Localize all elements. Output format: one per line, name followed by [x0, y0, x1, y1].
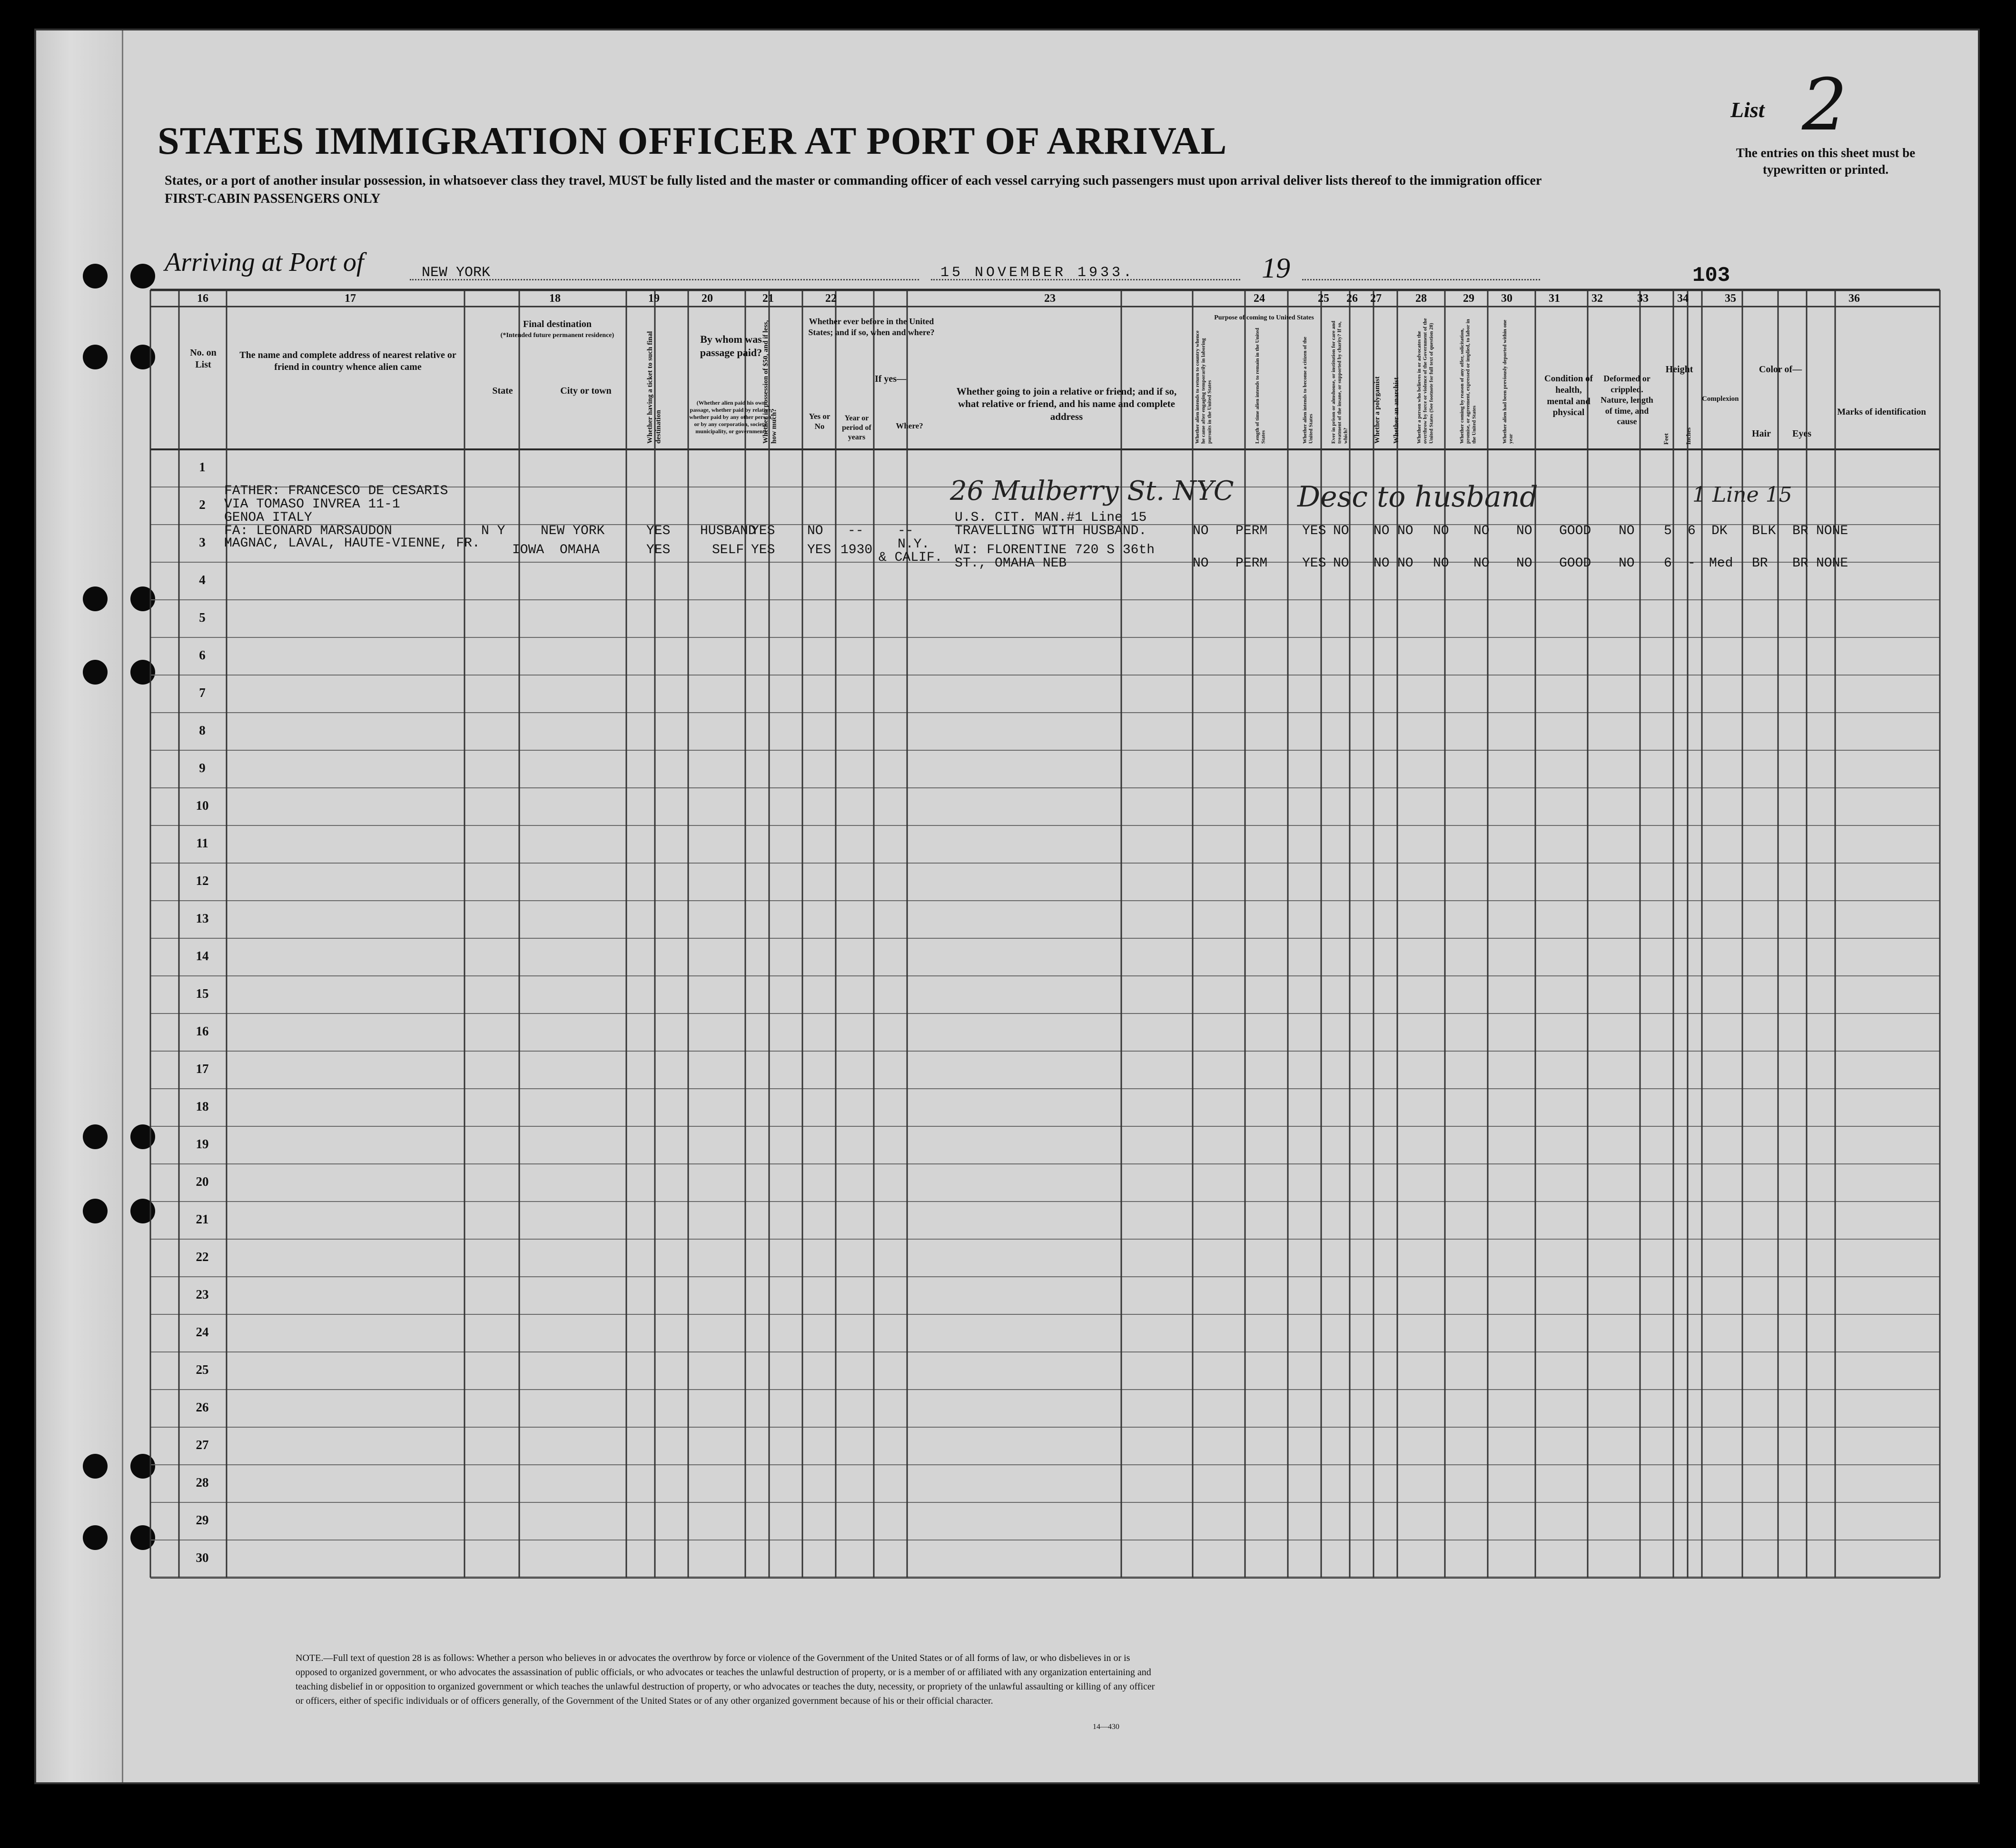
header-height: Height [1665, 364, 1693, 375]
row2-feet: 6 [1664, 556, 1672, 571]
row2-has-50: YES [751, 543, 775, 557]
header-q28: Whether a person who believes in or advocates the overthrow by force or violence of the Government of the United States (See footnote for full text of question 28) [1416, 318, 1434, 444]
form-title: STATES IMMIGRATION OFFICER AT PORT OF ARRIVAL [158, 119, 1227, 162]
header-city: City or town [560, 386, 612, 396]
header-deported: Whether alien had been previously deported within one year [1502, 319, 1514, 444]
col-number: 19 [648, 292, 660, 305]
header-ever-before: Whether ever before in the United States; and if so, when and where? [808, 317, 935, 337]
row1-complexion: DK [1711, 524, 1728, 538]
row2-hair: BR [1752, 556, 1768, 571]
row-number: 12 [196, 874, 209, 888]
row-number: 1 [199, 460, 206, 474]
header-passage-note: (Whether alien paid his own passage, whether paid by relative, whether paid by any other person, or by any corporation, society, municipality, or government) [689, 399, 773, 435]
row1-hair: BLK [1752, 524, 1776, 538]
list-note: The entries on this sheet must be typewritten or printed. [1736, 146, 1916, 177]
row1-length: PERM [1235, 524, 1268, 538]
row-number: 27 [196, 1438, 209, 1452]
row2-year: 1930 [840, 543, 873, 557]
arriving-label: Arriving at Port of [165, 248, 364, 277]
header-final-destination-note: (*Intended future permanent residence) [500, 332, 614, 339]
col-number: 22 [825, 292, 837, 305]
form-code: 14—430 [1093, 1723, 1119, 1731]
row1-relative-line1: FATHER: FRANCESCO DE CESARIS [224, 484, 448, 498]
col-number: 27 [1370, 292, 1382, 305]
date-value: 15 NOVEMBER 1933. [940, 265, 1135, 281]
header-feet: Feet [1662, 433, 1670, 445]
header-purpose: Purpose of coming to United States [1214, 314, 1314, 321]
row1-state: N Y [481, 524, 505, 538]
row2-citizen: YES [1302, 556, 1326, 571]
handwritten-address: 26 Mulberry St. NYC [950, 476, 1234, 507]
header-if-yes: If yes— [874, 374, 907, 384]
row-number: 8 [199, 723, 206, 737]
header-color-of: Color of— [1759, 364, 1802, 375]
form-subtitle: States, or a port of another insular possession, in whatsoever class they travel, MUST be fully listed and the master or commanding officer of each vessel carrying such passengers must upon arrival deliver lists thereof to the immigration officer [165, 173, 1542, 188]
row-number: 18 [196, 1099, 209, 1113]
row-number: 9 [199, 761, 206, 775]
col-number: 20 [702, 292, 713, 305]
header-anarchist: Whether an anarchist [1393, 377, 1400, 444]
row1-has-50: YES [751, 524, 775, 538]
row1-deported: NO [1516, 524, 1532, 538]
row-number: 28 [196, 1475, 209, 1490]
row1-citizen: YES [1302, 524, 1326, 538]
col-number: 33 [1637, 292, 1649, 305]
handwritten-line-ref: 1 Line 15 [1692, 483, 1792, 507]
col-number: 31 [1549, 292, 1560, 305]
header-fifty-dollars: Whether in possession of $50, and if less, how much? [762, 320, 778, 444]
row1-join-line1: U.S. CIT. MAN.#1 Line 15 [955, 510, 1147, 525]
col-number: 28 [1415, 292, 1427, 305]
header-inches: Inches [1685, 427, 1692, 445]
row1-relative-line3: GENOA ITALY [224, 510, 312, 525]
header-marks: Marks of identification [1837, 407, 1926, 417]
row-number: 21 [196, 1212, 209, 1226]
header-health: Condition of health, mental and physical [1544, 374, 1593, 418]
row-number: 3 [199, 535, 206, 549]
row-number: 6 [199, 648, 206, 662]
row1-prison: NO [1333, 524, 1349, 538]
row1-feet: 5 [1664, 524, 1672, 538]
row1-health: GOOD [1559, 524, 1591, 538]
row-number: 7 [199, 686, 206, 700]
col-number: 25 [1318, 292, 1329, 305]
header-final-destination: Final destination [523, 319, 592, 329]
row2-deformed: NO [1619, 556, 1635, 571]
header-ticket: Whether having a ticket to such final destination [646, 331, 662, 444]
header-polygamist: Whether a polygamist [1374, 376, 1381, 444]
row2-join-line2: ST., OMAHA NEB [955, 556, 1067, 571]
year-prefix: 19 [1262, 252, 1290, 284]
row2-deported: NO [1516, 556, 1532, 571]
header-length-stay: Length of time alien intends to remain in the United States [1255, 328, 1266, 444]
header-eyes: Eyes [1792, 428, 1811, 439]
row1-anarchist: NO [1397, 524, 1413, 538]
row-number: 4 [199, 573, 206, 587]
row1-year: -- [848, 524, 864, 538]
row-number: 22 [196, 1250, 209, 1264]
row2-join-line1: WI: FLORENTINE 720 S 36th [955, 543, 1155, 557]
header-labor-offer: Whether coming by reason of any offer, solicitation, promise, or agreement, expressed or implied, to labor in the United States [1459, 319, 1477, 444]
row1-labor: NO [1473, 524, 1490, 538]
list-number: 2 [1802, 64, 1848, 147]
row-number: 13 [196, 911, 209, 925]
header-where: Where? [896, 421, 923, 430]
row-number: 20 [196, 1174, 209, 1189]
row2-where-line2: & CALIF. [879, 550, 943, 565]
header-no-on-list: No. on List [190, 348, 217, 370]
col-number: 16 [197, 292, 208, 305]
row2-eyes: BR [1792, 556, 1808, 571]
row2-polygamist: NO [1374, 556, 1390, 571]
row-number: 14 [196, 949, 209, 963]
row2-before: YES [807, 543, 831, 557]
col-number: 36 [1848, 292, 1860, 305]
col-number: 32 [1591, 292, 1603, 305]
col-number: 17 [345, 292, 356, 305]
page-number: 103 [1692, 264, 1730, 288]
header-hair: Hair [1752, 428, 1771, 439]
row-number: 5 [199, 610, 206, 625]
row-number: 25 [196, 1362, 209, 1377]
row1-inches: 6 [1688, 524, 1696, 538]
row1-return: NO [1193, 524, 1209, 538]
col-number: 24 [1254, 292, 1265, 305]
row1-eyes: BR [1792, 524, 1808, 538]
row2-marks: NONE [1816, 556, 1848, 571]
row-number: 24 [196, 1325, 209, 1339]
row2-city: OMAHA [560, 543, 600, 557]
row2-return: NO [1193, 556, 1209, 571]
port-value: NEW YORK [422, 265, 491, 281]
row2-relative-line1: FA: LEONARD MARSAUDON [224, 524, 392, 538]
row2-state: IOWA [512, 543, 544, 557]
header-yes-no: Yes or No [809, 412, 830, 431]
col-number: 26 [1346, 292, 1358, 305]
header-passage-paid: By whom was passage paid? [700, 333, 762, 358]
col-number: 35 [1725, 292, 1736, 305]
row-number: 30 [196, 1550, 209, 1565]
row-number: 2 [199, 497, 206, 512]
header-citizen-intent: Whether alien intends to become a citizen of the United States [1302, 337, 1314, 444]
row1-where: -- [898, 524, 914, 538]
row1-relative-line2: VIA TOMASO INVREA 11-1 [224, 497, 400, 512]
row-number: 23 [196, 1287, 209, 1302]
row2-where-line1: N.Y. [898, 537, 930, 552]
col-number: 29 [1463, 292, 1474, 305]
row1-city: NEW YORK [541, 524, 605, 538]
header-complexion: Complexion [1702, 395, 1739, 403]
row1-q28: NO [1433, 524, 1449, 538]
header-state: State [492, 386, 513, 396]
row1-marks: NONE [1816, 524, 1848, 538]
header-year: Year or period of years [842, 414, 871, 441]
row-number: 17 [196, 1062, 209, 1076]
row2-inches: - [1688, 556, 1696, 571]
footnote-q28: NOTE.—Full text of question 28 is as follows: Whether a person who believes in or advocates the overthrow by force or violence of the Government of the United States or of all forms of law, or who disbelieves in or is opposed to organized government, or who advocates the assassination of public officials, or who advocates or teaches the unlawful destruction of property, or is a member of or affiliated with any organization entertaining and teaching disbelief in or opposition to organized government or which teaches the unlawful destruction of property, or who advocates or teaches the duty, necessity, or propriety of the unlawful assaulting or killing of any officer or officers, either of specific individuals or of officers generally, of the Government of the United States or of any other organized government because of his or their official character. [296, 1653, 1155, 1706]
row2-relative-line2: MAGNAC, LAVAL, HAUTE-VIENNE, FR. [224, 536, 480, 551]
row-number: 26 [196, 1400, 209, 1414]
row2-prison: NO [1333, 556, 1349, 571]
row2-ticket: YES [646, 543, 671, 557]
col-number: 21 [762, 292, 774, 305]
header-return-intent: Whether alien intends to return to country whence he came after engaging temporarily in laboring pursuits in the United States [1195, 330, 1213, 444]
row2-labor: NO [1473, 556, 1490, 571]
row-number: 29 [196, 1513, 209, 1527]
handwritten-destination: Desc to husband [1297, 480, 1538, 514]
col-number: 30 [1501, 292, 1512, 305]
row2-paid-by: SELF [712, 543, 744, 557]
row2-q28: NO [1433, 556, 1449, 571]
row2-length: PERM [1235, 556, 1268, 571]
header-deformed: Deformed or crippled. Nature, length of time, and cause [1601, 374, 1653, 426]
list-label: List [1730, 98, 1765, 122]
header-prison: Ever in prison or almshouse, or institution for care and treatment of the insane, or supported by charity? If so, which? [1331, 320, 1349, 444]
col-number: 18 [549, 292, 561, 305]
row1-paid-by: HUSBAND [700, 524, 756, 538]
row2-anarchist: NO [1397, 556, 1413, 571]
col-number: 23 [1044, 292, 1056, 305]
row1-before: NO [807, 524, 823, 538]
header-join-relative: Whether going to join a relative or friend; and if so, what relative or friend, and his name and complete address [956, 386, 1177, 422]
cabin-class: FIRST-CABIN PASSENGERS ONLY [165, 191, 381, 206]
row-number: 10 [196, 798, 209, 813]
row2-health: GOOD [1559, 556, 1591, 571]
row2-complexion: Med [1709, 556, 1733, 571]
row-number: 11 [196, 836, 208, 850]
header-relative-address: The name and complete address of nearest relative or friend in country whence alien came [239, 350, 456, 372]
col-number: 34 [1677, 292, 1689, 305]
row-number: 15 [196, 986, 209, 1001]
row1-polygamist: NO [1374, 524, 1390, 538]
row-number: 16 [196, 1024, 209, 1038]
row1-ticket: YES [646, 524, 671, 538]
row1-deformed: NO [1619, 524, 1635, 538]
manifest-sheet [34, 29, 1980, 1784]
row-number: 19 [196, 1137, 209, 1151]
row1-join-line2: TRAVELLING WITH HUSBAND. [955, 524, 1147, 538]
